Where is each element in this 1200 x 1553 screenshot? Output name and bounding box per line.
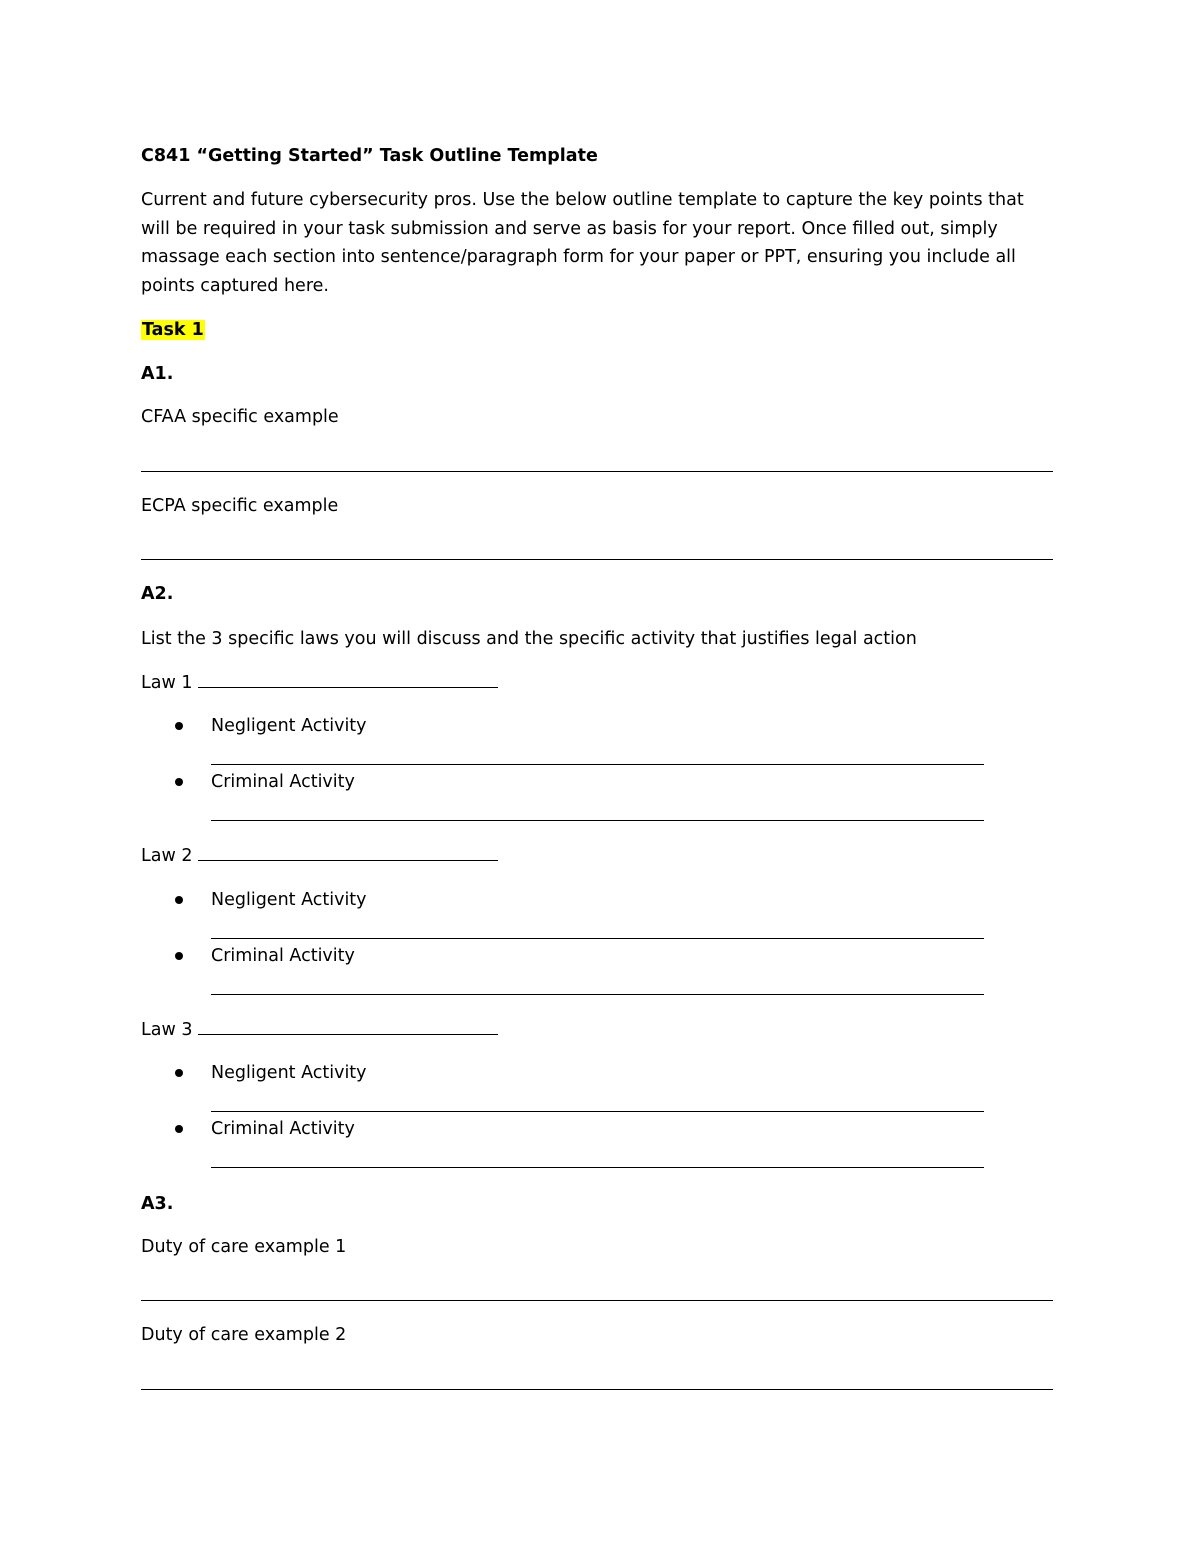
intro-paragraph	[141, 186, 1041, 300]
cfaa-answer-line[interactable]	[141, 471, 1053, 472]
cfaa-prompt: CFAA specific example	[141, 407, 339, 427]
a3-heading: A3.	[141, 1194, 174, 1214]
law-3-criminal-line[interactable]	[211, 1167, 984, 1168]
law-3-row	[141, 1016, 498, 1044]
task-label-highlight: Task 1	[142, 320, 204, 340]
intro-line: Current and future cybersecurity pros. Use the below outline template to capture the key points that	[141, 190, 1024, 210]
a2-heading: A2.	[141, 584, 174, 604]
law-2-blank[interactable]	[198, 842, 498, 861]
law-1-negligent-line[interactable]	[211, 764, 984, 765]
intro-line: will be required in your task submission and serve as basis for your report. Once filled out, simply	[141, 218, 998, 239]
bullet-icon	[175, 1069, 183, 1077]
law-3-blank[interactable]	[198, 1016, 498, 1035]
a1-heading: A1.	[141, 364, 174, 384]
document-title: C841 “Getting Started” Task Outline Template	[141, 146, 598, 166]
law-3-negligent-line[interactable]	[211, 1111, 984, 1112]
law-2-label: Law 2	[141, 846, 193, 866]
law-2-criminal-line[interactable]	[211, 994, 984, 995]
law-1-blank[interactable]	[198, 669, 498, 688]
bullet-icon	[175, 722, 183, 730]
task-label	[141, 316, 205, 344]
ecpa-answer-line[interactable]	[141, 559, 1053, 560]
law-2-criminal-label: Criminal Activity	[211, 946, 355, 966]
law-1-criminal-label: Criminal Activity	[211, 772, 355, 792]
law-1-criminal-line[interactable]	[211, 820, 984, 821]
law-1-negligent-label: Negligent Activity	[211, 716, 367, 736]
intro-line: points captured here.	[141, 275, 329, 296]
law-1-label: Law 1	[141, 673, 193, 693]
duty-of-care-1-line[interactable]	[141, 1300, 1053, 1301]
bullet-icon	[175, 778, 183, 786]
bullet-icon	[175, 952, 183, 960]
intro-line: massage each section into sentence/paragraph form for your paper or PPT, ensuring you include all	[141, 247, 1016, 268]
law-3-negligent-label: Negligent Activity	[211, 1063, 367, 1083]
duty-of-care-2-prompt: Duty of care example 2	[141, 1325, 347, 1345]
law-3-label: Law 3	[141, 1020, 193, 1040]
a2-instruction: List the 3 specific laws you will discuss and the specific activity that justifies legal action	[141, 629, 917, 649]
ecpa-prompt: ECPA specific example	[141, 496, 339, 516]
duty-of-care-1-prompt: Duty of care example 1	[141, 1237, 347, 1257]
law-2-row	[141, 842, 498, 870]
duty-of-care-2-line[interactable]	[141, 1389, 1053, 1390]
law-1-row	[141, 669, 498, 697]
law-3-criminal-label: Criminal Activity	[211, 1119, 355, 1139]
bullet-icon	[175, 1125, 183, 1133]
law-2-negligent-label: Negligent Activity	[211, 890, 367, 910]
bullet-icon	[175, 896, 183, 904]
law-2-negligent-line[interactable]	[211, 938, 984, 939]
